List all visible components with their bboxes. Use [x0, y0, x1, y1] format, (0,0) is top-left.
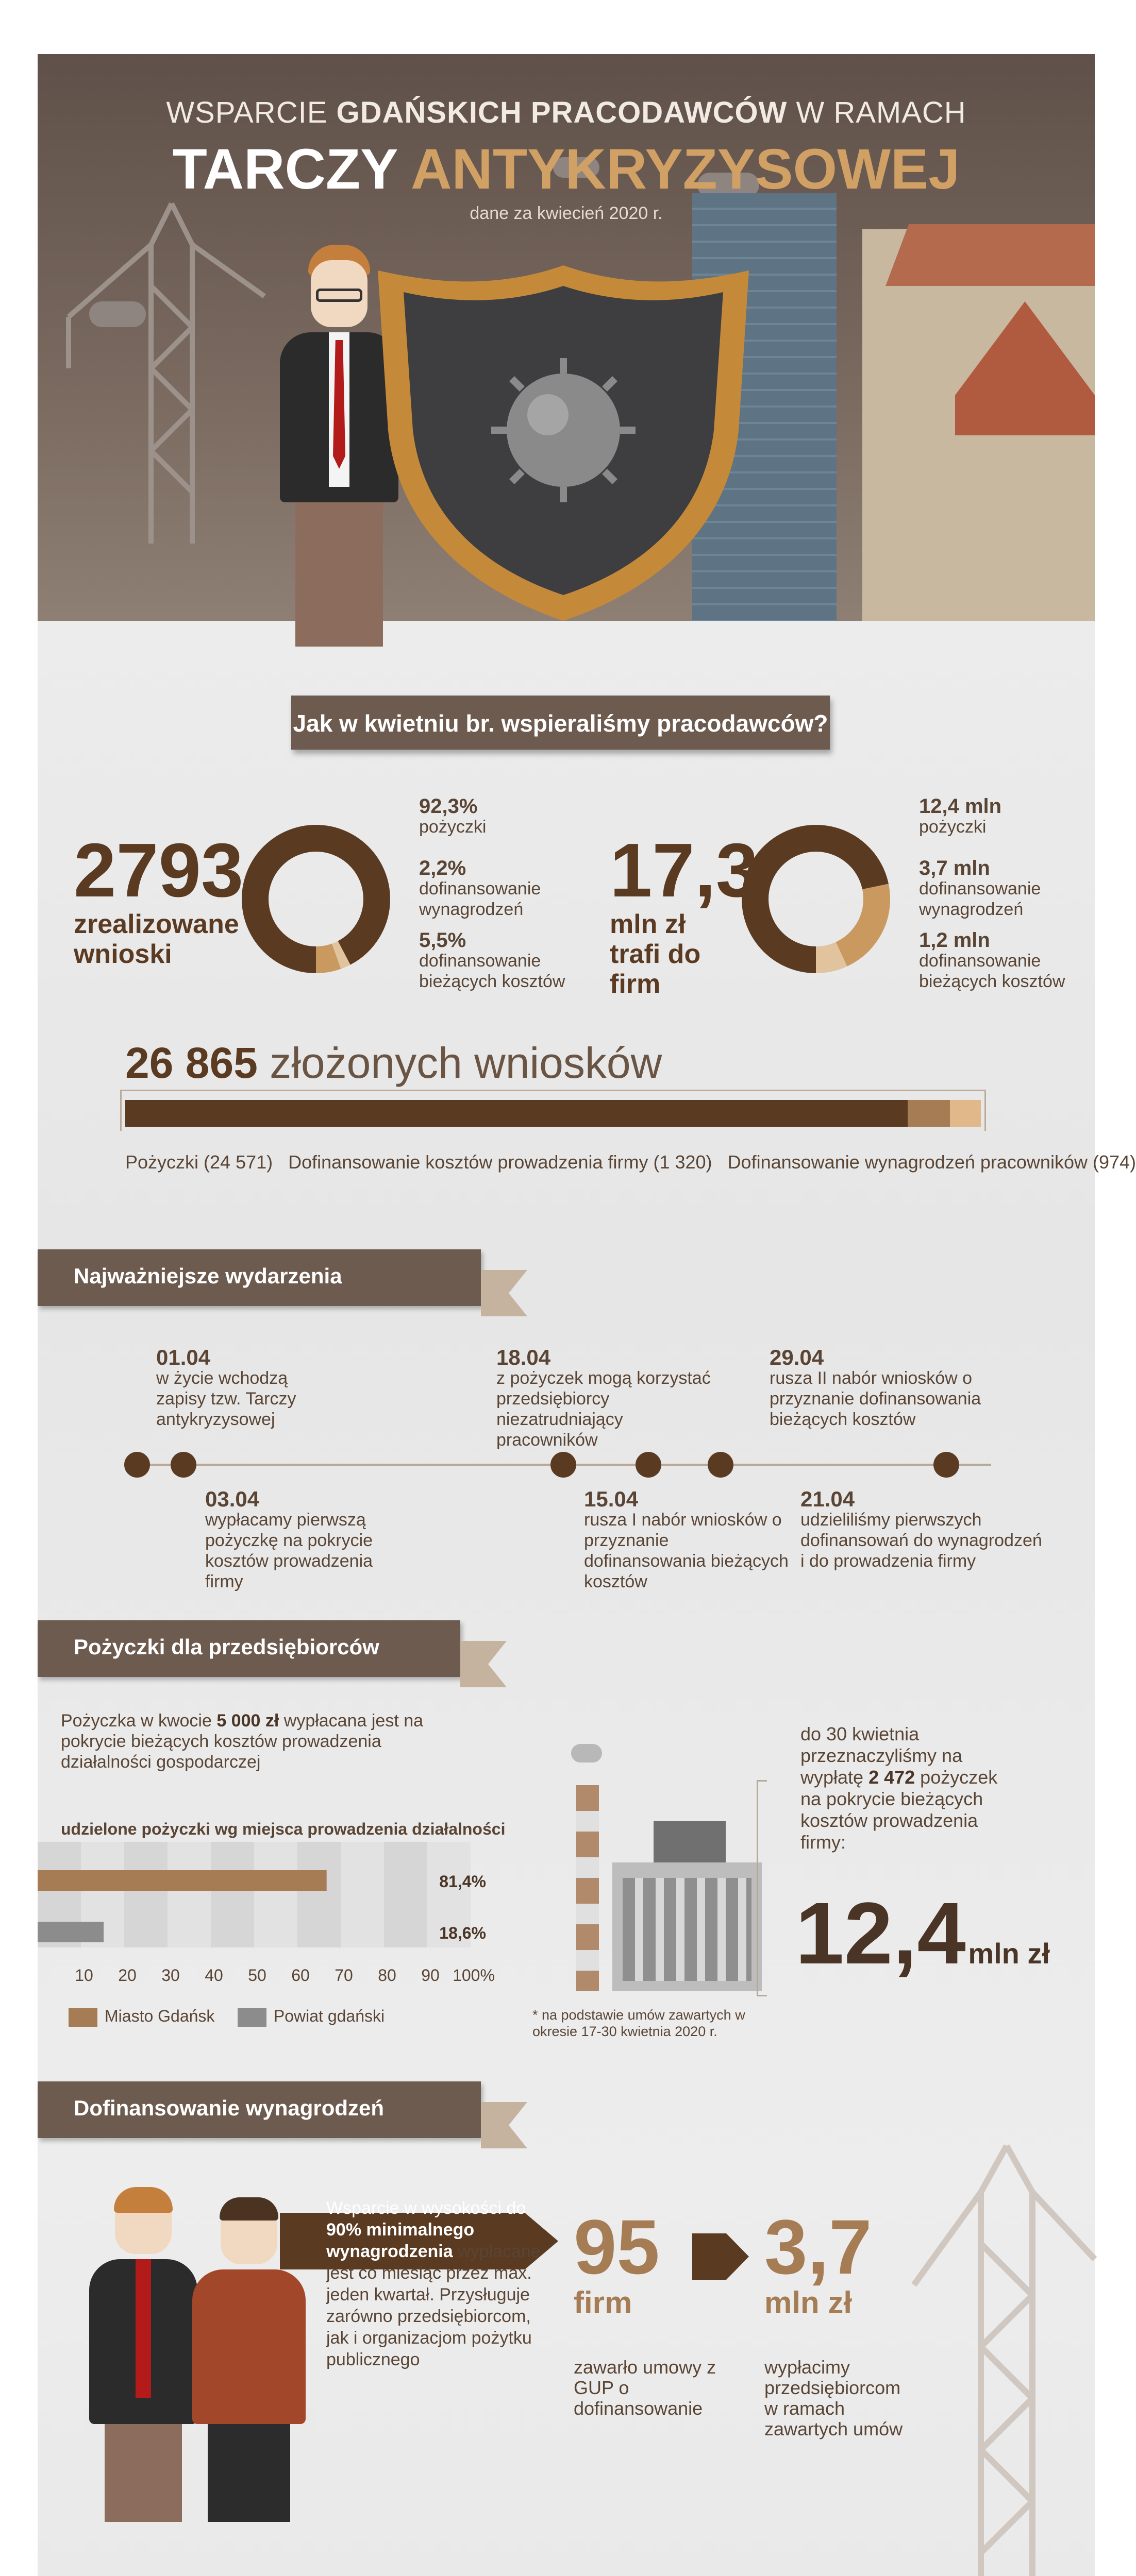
loans-footnote: * na podstawie umów zawartych w okresie 17-30 kwietnia 2020 r. [532, 2007, 745, 2039]
breakdown-label: dofinansowanie wynagrodzeń [919, 879, 1041, 919]
subtitle: dane za kwiecień 2020 r. [470, 204, 663, 223]
chart-grid-band [254, 1842, 297, 1947]
header [38, 54, 1095, 621]
chart-tick-label: 30 [161, 1966, 180, 1985]
funds-label: mln zł trafi do firm [610, 909, 701, 999]
label-tail [481, 2102, 527, 2148]
breakdown-label: pożyczki [419, 817, 487, 837]
applications-bar-segment [125, 1100, 908, 1127]
legend-wages: Dofinansowanie wynagrodzeń pracowników (974) [727, 1151, 1136, 1173]
infographic [38, 54, 1136, 2576]
wages-heading-text: Dofinansowanie wynagrodzeń [74, 2096, 385, 2120]
breakdown-item [919, 930, 1089, 992]
breakdown-value: 1,2 mln [919, 929, 990, 952]
event-date: 18.04 [496, 1345, 551, 1369]
legend-costs: Dofinansowanie kosztów prowadzenia firmy (1 320) [288, 1151, 712, 1173]
chart-title: udzielone pożyczki wg miejsca prowadzenia działalności [61, 1820, 506, 1838]
chart-tick-label: 10 [75, 1966, 93, 1985]
intro-banner-text: Jak w kwietniu br. wspieraliśmy pracodawców? [293, 710, 828, 737]
legend-swatch [238, 2008, 266, 2027]
chart-grid-band [384, 1842, 427, 1947]
event-text: udzieliliśmy pierwszych dofinansowań do wynagrodzeń i do prowadzenia firmy [800, 1510, 1042, 1571]
chart-tick-label: 70 [335, 1966, 353, 1985]
applications-legend [125, 1151, 1136, 1173]
funds-number: 17,3 [610, 828, 759, 913]
cloud-icon [89, 301, 146, 327]
event-text: rusza II nabór wniosków o przyznanie dofinansowania bieżących kosztów [770, 1368, 981, 1429]
funds-breakdown [919, 796, 1089, 992]
breakdown-value: 3,7 mln [919, 857, 990, 879]
events-heading [38, 1249, 481, 1306]
title-line2 [38, 137, 1095, 202]
breakdown-label: dofinansowanie bieżących kosztów [419, 951, 565, 991]
firms-desc: zawarło umowy z GUP o dofinansowanie [574, 2357, 716, 2419]
applications-bar [125, 1100, 981, 1127]
event-date: 21.04 [800, 1487, 855, 1511]
timeline-dot [636, 1452, 661, 1478]
event-text: wypłacamy pierwszą pożyczkę na pokrycie kosztów prowadzenia firmy [205, 1510, 373, 1591]
event-item [496, 1347, 713, 1450]
crane-illustration [904, 2115, 1095, 2576]
breakdown-label: dofinansowanie wynagrodzeń [419, 879, 541, 919]
timeline-dot [933, 1452, 959, 1478]
chart-tick-label: 90 [421, 1966, 440, 1985]
workers-illustration [89, 2192, 311, 2522]
breakdown-item [919, 796, 1089, 858]
crane-illustration [58, 183, 275, 544]
events-heading-text: Najważniejsze wydarzenia [74, 1264, 342, 1288]
wages-amount-desc: wypłacimy przedsiębiorcom w ramach zawartych umów [764, 2357, 903, 2439]
timeline-dot [124, 1452, 150, 1478]
arrow-icon [692, 2233, 749, 2280]
timeline-dot [708, 1452, 733, 1478]
event-text: z pożyczek mogą korzystać przedsiębiorcy niezatrudniający pracowników [496, 1368, 711, 1450]
wages-heading [38, 2081, 481, 2138]
loans-amount [795, 1883, 1050, 1984]
event-date: 29.04 [770, 1345, 824, 1369]
breakdown-value: 5,5% [419, 929, 466, 952]
legend-label: Powiat gdański [273, 2007, 385, 2025]
requests-number: 2793 [74, 828, 244, 913]
loans-amount-unit: mln zł [968, 1937, 1050, 1970]
wages-amount-number: 3,7 [764, 2204, 872, 2290]
chart-value-label: 18,6% [439, 1924, 486, 1942]
breakdown-label: dofinansowanie bieżących kosztów [919, 951, 1065, 991]
applications-total-number: 26 865 [125, 1039, 258, 1087]
loans-right-a: do 30 kwietnia przeznaczyliśmy na wypłatę [800, 1723, 963, 1788]
loans-intro-c: wypłacana jest na pokrycie bieżących kosztów prowadzenia działalności gospodarczej [61, 1711, 424, 1772]
factory-illustration [566, 1744, 772, 2002]
timeline-dot [550, 1452, 576, 1478]
event-text: ruszа I nabór wniosków o przyznanie dofinansowania bieżących kosztów [584, 1510, 789, 1591]
chart-tick-label: 40 [205, 1966, 223, 1985]
breakdown-item [419, 796, 589, 858]
title-line1 [38, 95, 1095, 130]
event-item [156, 1347, 331, 1430]
chart-bar [38, 1922, 104, 1942]
breakdown-value: 2,2% [419, 857, 466, 879]
loans-heading [38, 1620, 460, 1677]
event-date: 03.04 [205, 1487, 260, 1511]
event-item [205, 1489, 401, 1592]
wages-desc-c: wypłacane jest co miesiąc przez max. jeden kwartał. Przysługuje zarówno przedsiębiorcom, jak i organizacjom pożytku publicznego [326, 2242, 541, 2369]
chart-tick-label: 20 [118, 1966, 137, 1985]
title-line2-b: ANTYKRYZYSOWEJ [410, 138, 960, 201]
requests-breakdown [419, 796, 589, 992]
donut-slice [255, 838, 377, 960]
loans-right-b: 2 472 [868, 1767, 915, 1788]
chart-grid-band [168, 1842, 211, 1947]
loans-intro [61, 1710, 432, 1772]
firms-number: 95 [574, 2204, 660, 2290]
chart-grid-band [341, 1842, 384, 1947]
label-tail [460, 1641, 507, 1687]
breakdown-item [919, 858, 1089, 930]
chart-tick-label: 60 [291, 1966, 310, 1985]
requests-donut [239, 822, 393, 976]
chart-value-label: 81,4% [439, 1872, 486, 1891]
loans-heading-text: Pożyczki dla przedsiębiorców [74, 1635, 379, 1659]
applications-total [125, 1038, 662, 1088]
funds-donut [739, 822, 893, 976]
timeline-dot [171, 1452, 196, 1478]
legend-loans: Pożyczki (24 571) [125, 1151, 273, 1173]
title-line1-b: GDAŃSKICH PRACODAWCÓW [336, 96, 788, 129]
wages-desc-a: Wsparcie w wysokości do [326, 2198, 526, 2218]
chart-grid-band [211, 1842, 254, 1947]
legend-swatch [69, 2008, 97, 2027]
loans-amount-number: 12,4 [795, 1885, 966, 1982]
chart-grid-band [297, 1842, 341, 1947]
loans-intro-a: Pożyczka w kwocie [61, 1711, 217, 1731]
event-item [770, 1347, 1017, 1430]
event-date: 01.04 [156, 1345, 211, 1369]
chart-tick-label: 80 [378, 1966, 396, 1985]
applications-total-label: złożonych wniosków [270, 1039, 662, 1087]
loans-chart-legend [69, 2007, 385, 2027]
chart-tick-label: 100% [453, 1966, 495, 1985]
applications-bar-segment [950, 1100, 981, 1127]
smoke-icon [571, 1744, 602, 1762]
wages-desc-b: 90% minimalnego wynagrodzenia [326, 2220, 475, 2261]
chart-tick-label: 50 [248, 1966, 266, 1985]
wages-amount-label: mln zł [764, 2285, 853, 2320]
title-line1-c: W RAMACH [787, 96, 966, 129]
legend-label: Miasto Gdańsk [105, 2007, 215, 2025]
loans-right-c: pożyczek na pokrycie bieżących kosztów prowadzenia firmy: [800, 1767, 998, 1853]
loans-chart [38, 1842, 502, 1991]
label-tail [481, 1270, 527, 1316]
event-item [584, 1489, 790, 1592]
breakdown-item [419, 930, 589, 992]
applications-bar-segment [908, 1100, 950, 1127]
event-date: 15.04 [584, 1487, 639, 1511]
firms-label: firm [574, 2285, 632, 2320]
brace [757, 1780, 767, 1996]
chart-grid-band [124, 1842, 168, 1947]
shield-illustration [367, 260, 759, 621]
title-line1-a: WSPARCIE [166, 96, 337, 129]
event-text: w życie wchodzą zapisy tzw. Tarczy antykryzysowej [156, 1368, 296, 1429]
breakdown-value: 12,4 mln [919, 795, 1002, 818]
loans-intro-b: 5 000 zł [216, 1711, 279, 1731]
loans-right-text [800, 1723, 1007, 1853]
chart-bar [38, 1870, 327, 1891]
event-item [800, 1489, 1043, 1571]
requests-label: zrealizowane wnioski [74, 909, 239, 969]
wages-desc [326, 2197, 543, 2370]
breakdown-value: 92,3% [419, 795, 478, 818]
title-line2-a: TARCZY [172, 138, 411, 201]
breakdown-label: pożyczki [919, 817, 987, 837]
breakdown-item [419, 858, 589, 930]
